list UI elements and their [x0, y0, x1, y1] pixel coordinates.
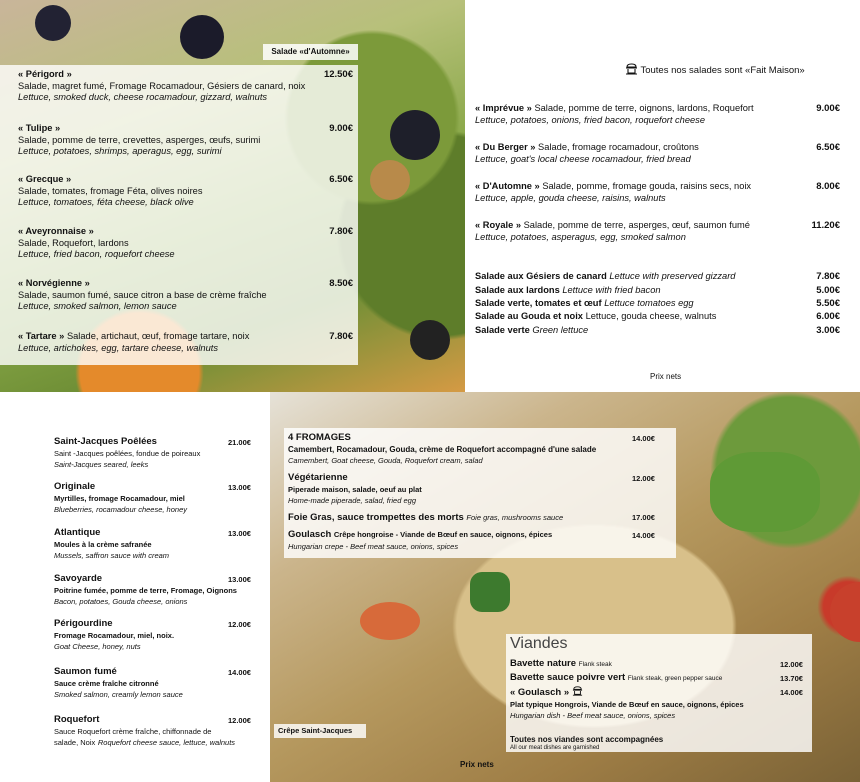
- menu-item: « Grecque » Salade, tomates, fromage Féta, olives noires Lettuce, tomatoes, féta cheese, black olive: [18, 174, 203, 208]
- olive-decoration: [410, 320, 450, 360]
- menu-price: 7.80€: [329, 331, 353, 342]
- menu-price: 11.20€: [811, 220, 840, 231]
- menu-item: « Périgord » Salade, magret fumé, Fromage Rocamadour, Gésiers de canard, noix Lettuce, smoked duck, cheese rocamadour, gizzard, walnuts: [18, 69, 306, 103]
- chef-hat-icon: [625, 63, 638, 75]
- menu-price: 14.00€: [632, 434, 655, 443]
- menu-item: Périgourdine Fromage Rocamadour, miel, noix. Goat Cheese, honey, nuts: [54, 618, 175, 652]
- menu-item: Roquefort Sauce Roquefort crème fraîche, chiffonnade de salade, Noix Roquefort cheese sauce, lettuce, walnuts: [54, 714, 236, 748]
- menu-item: « Imprévue » Salade, pomme de terre, oignons, lardons, Roquefort Lettuce, potatoes, onions, fried bacon, roquefort cheese: [475, 103, 754, 125]
- crepe-label: Crêpe Saint-Jacques: [278, 726, 353, 735]
- menu-price: 7.80€: [816, 271, 840, 282]
- olive-decoration: [180, 15, 224, 59]
- crepes-menu-page: [0, 392, 270, 782]
- salad-photo-panel: [0, 0, 465, 392]
- meats-note-en: All our meat dishes are garnished: [510, 745, 600, 751]
- salad-tag: Salade «d'Automne»: [263, 44, 358, 60]
- menu-price: 14.00€: [632, 531, 655, 540]
- menu-price: 3.00€: [816, 325, 840, 336]
- menu-item: Végétarienne Piperade maison, salade, oeuf au plat Home-made piperade, salad, fried egg: [288, 472, 422, 506]
- menu-item: « Tartare » Salade, artichaut, œuf, fromage tartare, noix Lettuce, artichokes, egg, tartare cheese, walnuts: [18, 331, 250, 353]
- menu-price: 13.70€: [780, 674, 803, 683]
- salad-menu-page: [465, 0, 860, 392]
- menu-price: 14.00€: [228, 668, 251, 677]
- olive-decoration: [35, 5, 71, 41]
- menu-price: 12.50€: [323, 69, 353, 80]
- menu-item: « Du Berger » Salade, fromage rocamadour, croûtons Lettuce, goat's local cheese rocamadour, fried bread: [475, 142, 699, 164]
- herb-decoration: [470, 572, 510, 612]
- tomato-decoration: [830, 582, 860, 642]
- menu-price: 9.00€: [329, 123, 353, 134]
- menu-price: 13.00€: [228, 529, 251, 538]
- menu-item: Foie Gras, sauce trompettes des morts Foie gras, mushrooms sauce: [288, 512, 564, 523]
- menu-item: Salade au Gouda et noix Lettuce, gouda cheese, walnuts: [475, 311, 717, 321]
- menu-price: 6.50€: [816, 142, 840, 153]
- menu-price: 12.00€: [228, 620, 251, 629]
- lettuce-decoration: [710, 452, 820, 532]
- net-prices-note: Prix nets: [460, 760, 494, 769]
- menu-price: 21.00€: [228, 438, 251, 447]
- menu-item: « Aveyronnaise » Salade, Roquefort, lardons Lettuce, fried bacon, roquefort cheese: [18, 226, 175, 260]
- chef-hat-icon: [572, 686, 583, 696]
- menu-item: Originale Myrtilles, fromage Rocamadour, miel Blueberries, rocamadour cheese, honey: [54, 481, 187, 515]
- menu-item: Goulasch Crêpe hongroise - Viande de Bœuf en sauce, oignons, épices Hungarian crepe - Beef meat sauce, onions, spices: [288, 529, 553, 551]
- menu-price: 17.00€: [632, 513, 655, 522]
- menu-item: « Norvégienne » Salade, saumon fumé, sauce citron a base de crème fraîche Lettuce, smoked salmon, lemon sauce: [18, 278, 267, 312]
- menu-item: Saumon fumé Sauce crème fraîche citronné Smoked salmon, creamly lemon sauce: [54, 666, 183, 700]
- menu-item: Bavette nature Flank steak: [510, 658, 612, 669]
- menu-price: 8.50€: [329, 278, 353, 289]
- menu-item: Savoyarde Poitrine fumée, pomme de terre, Fromage, Oignons Bacon, potatoes, Gouda cheese, onions: [54, 573, 237, 607]
- net-prices-note: Prix nets: [650, 372, 682, 381]
- olive-decoration: [390, 110, 440, 160]
- menu-price: 7.80€: [329, 226, 353, 237]
- salad-menu-panel: [0, 65, 358, 365]
- menu-price: 9.00€: [816, 103, 840, 114]
- menu-price: 13.00€: [228, 483, 251, 492]
- menu-item: « Royale » Salade, pomme de terre, asperges, œuf, saumon fumé Lettuce, potatoes, asperagus, egg, smoked salmon: [475, 220, 750, 242]
- menu-price: 13.00€: [228, 575, 251, 584]
- meats-note: Toutes nos viandes sont accompagnées: [510, 735, 664, 744]
- menu-price: 6.00€: [816, 311, 840, 322]
- menu-price: 5.00€: [816, 285, 840, 296]
- crepe-photo-panel: [270, 392, 860, 782]
- menu-item: « Tulipe » Salade, pomme de terre, crevettes, asperges, œufs, surimi Lettuce, potatoes, shrimps, aperagus, egg, surimi: [18, 123, 261, 157]
- menu-item: « D'Automne » Salade, pomme, fromage gouda, raisins secs, noix Lettuce, apple, gouda cheese, raisins, walnuts: [475, 181, 752, 203]
- shrimp-decoration: [360, 602, 420, 640]
- menu-item: Atlantique Moules à la crème safranée Mussels, saffron sauce with cream: [54, 527, 170, 561]
- menu-item: Saint-Jacques Poêlées Saint -Jacques poêlées, fondue de poireaux Saint-Jacques seared, leeks: [54, 436, 201, 470]
- meats-title: Viandes: [510, 635, 568, 652]
- menu-item: 4 FROMAGES Camembert, Rocamadour, Gouda, crème de Roquefort accompagné d'une salade Camembert, Goat cheese, Gouda, Roquefort cream, salad: [288, 432, 597, 466]
- menu-price: 12.00€: [228, 716, 251, 725]
- menu-item: « Goulasch » Plat typique Hongrois, Viande de Bœuf en sauce, oignons, épices Hungarian dish - Beef meat sauce, onions, spices: [510, 687, 744, 721]
- menu-item: Salade verte, tomates et œuf Lettuce tomatoes egg: [475, 298, 694, 308]
- menu-item: Salade verte Green lettuce: [475, 325, 589, 335]
- menu-item: Salade aux lardons Lettuce with fried bacon: [475, 285, 661, 295]
- menu-price: 6.50€: [329, 174, 353, 185]
- menu-price: 14.00€: [780, 688, 803, 697]
- menu-price: 12.00€: [632, 474, 655, 483]
- menu-price: 8.00€: [816, 181, 840, 192]
- menu-price: 12.00€: [780, 660, 803, 669]
- menu-price: 5.50€: [816, 298, 840, 309]
- menu-item: Salade aux Gésiers de canard Lettuce with preserved gizzard: [475, 271, 736, 281]
- house-made-header: Toutes nos salades sont «Fait Maison»: [625, 63, 805, 76]
- walnut-decoration: [370, 160, 410, 200]
- menu-item: Bavette sauce poivre vert Flank steak, green pepper sauce: [510, 672, 723, 683]
